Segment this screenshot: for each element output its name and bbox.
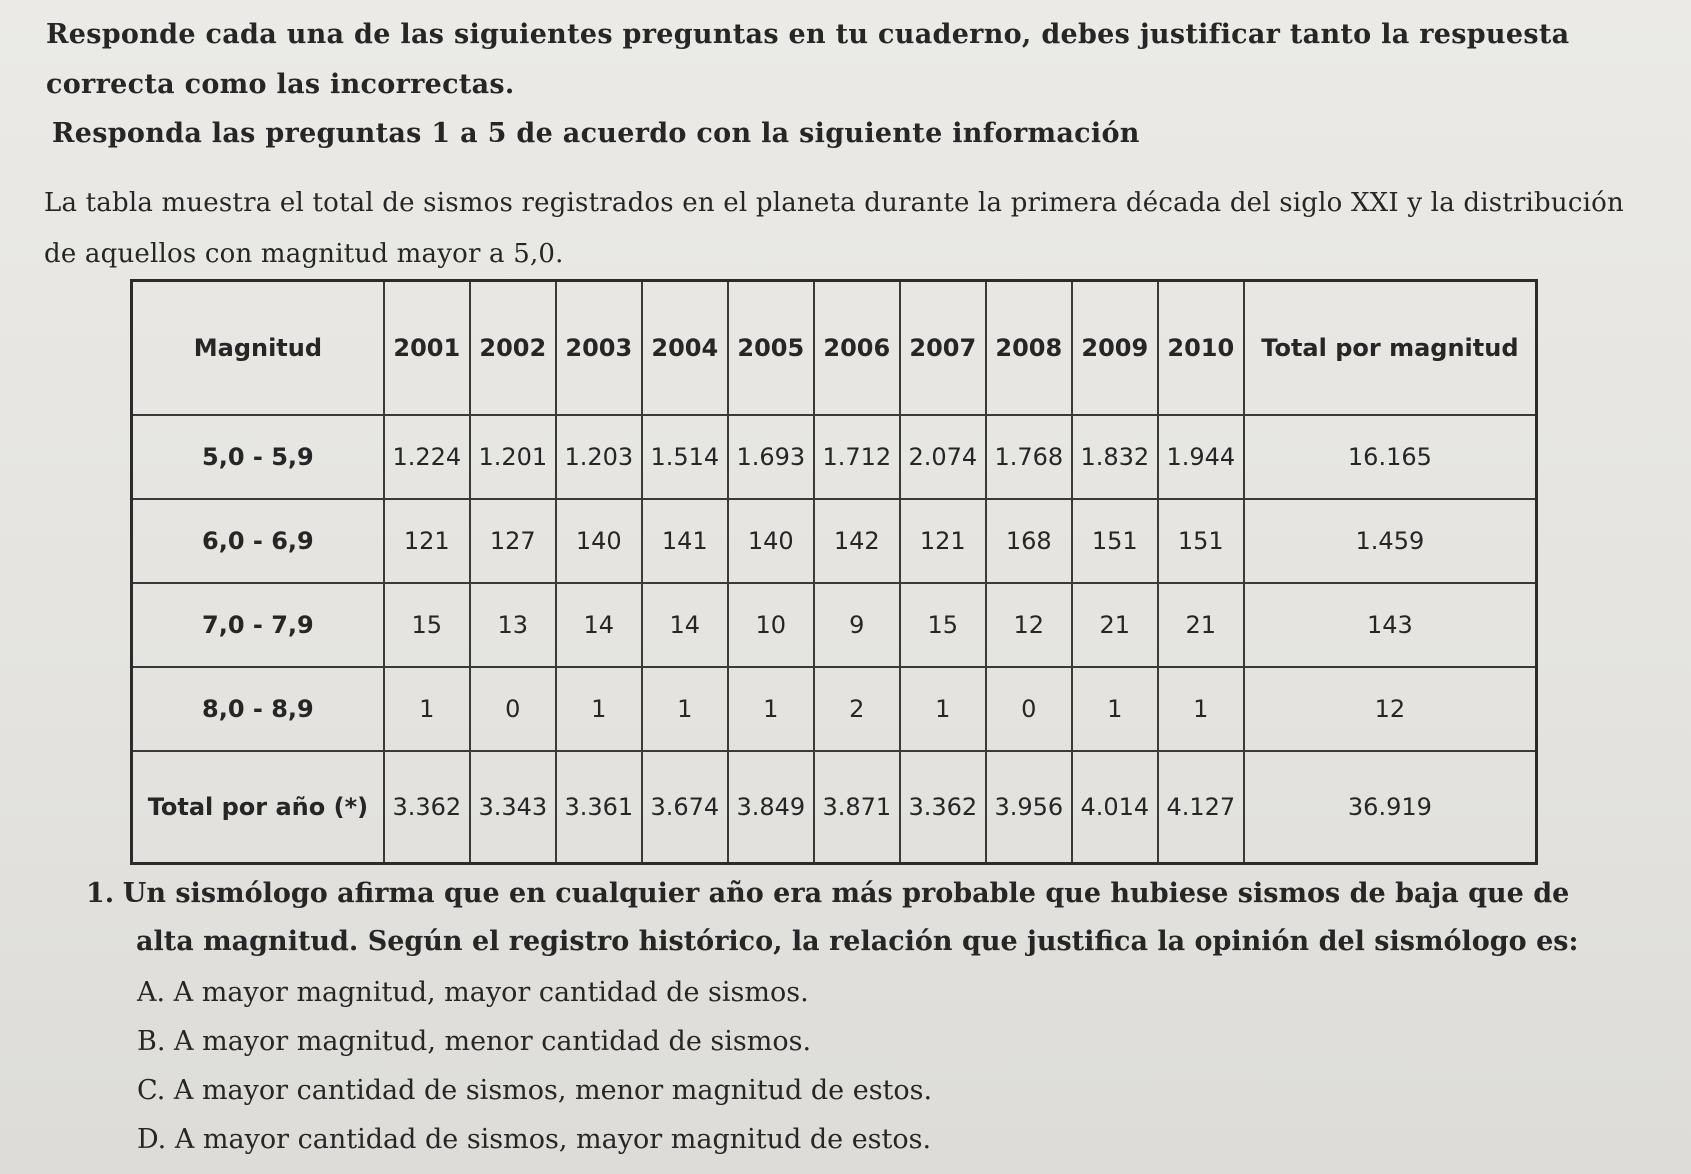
table-row	[132, 415, 1537, 499]
table-cell: 13	[470, 583, 556, 667]
header-2009: 2009	[1072, 281, 1158, 416]
table-cell: 12	[986, 583, 1072, 667]
header-2004: 2004	[642, 281, 728, 416]
table-cell: 1	[556, 667, 642, 751]
table-cell: 151	[1072, 499, 1158, 583]
header-2010: 2010	[1158, 281, 1244, 416]
table-cell: 1	[642, 667, 728, 751]
table-cell: 1.768	[986, 415, 1072, 499]
table-cell: 16.165	[1244, 415, 1537, 499]
table-cell: 1.944	[1158, 415, 1244, 499]
option-b: B. A mayor magnitud, menor cantidad de sismos.	[137, 1026, 812, 1057]
table-cell: 1	[728, 667, 814, 751]
table-row	[132, 499, 1537, 583]
table-cell: 9	[814, 583, 900, 667]
table-cell: 36.919	[1244, 751, 1537, 864]
table-cell: 1.459	[1244, 499, 1537, 583]
table-cell: 4.127	[1158, 751, 1244, 864]
answer-options	[137, 968, 932, 1164]
table-cell: 140	[556, 499, 642, 583]
table-cell: 151	[1158, 499, 1244, 583]
header-2002: 2002	[470, 281, 556, 416]
option-a: A. A mayor magnitud, mayor cantidad de sismos.	[137, 977, 809, 1008]
earthquake-table	[130, 279, 1538, 865]
table-cell: 1.693	[728, 415, 814, 499]
table-cell: 142	[814, 499, 900, 583]
question-line-2: alta magnitud. Según el registro histórico, la relación que justifica la opinión del sismólogo es:	[136, 926, 1579, 957]
table-cell: 3.361	[556, 751, 642, 864]
table-cell: 1.203	[556, 415, 642, 499]
table-cell: 3.343	[470, 751, 556, 864]
header-2007: 2007	[900, 281, 986, 416]
table-cell: 1	[1072, 667, 1158, 751]
table-row-total	[132, 751, 1537, 864]
header-2001: 2001	[384, 281, 470, 416]
table-cell: 15	[900, 583, 986, 667]
row-label: 5,0 - 5,9	[132, 415, 384, 499]
table-cell: 0	[986, 667, 1072, 751]
table-cell: 3.362	[384, 751, 470, 864]
question-line-1: Un sismólogo afirma que en cualquier año era más probable que hubiese sismos de baja que de	[122, 878, 1570, 909]
header-2005: 2005	[728, 281, 814, 416]
table-cell: 0	[470, 667, 556, 751]
question-number: 1.	[86, 878, 115, 909]
table-row	[132, 667, 1537, 751]
table-cell: 12	[1244, 667, 1537, 751]
table-header-row	[132, 281, 1537, 416]
table-cell: 121	[900, 499, 986, 583]
question-1	[86, 870, 1666, 966]
table-cell: 15	[384, 583, 470, 667]
table-cell: 143	[1244, 583, 1537, 667]
table-cell: 1.201	[470, 415, 556, 499]
intro-paragraph: La tabla muestra el total de sismos registrados en el planeta durante la primera década del siglo XXI y la distribución de aquellos con magnitud mayor a 5,0.	[44, 188, 1624, 269]
table-cell: 3.362	[900, 751, 986, 864]
row-label-total: Total por año (*)	[132, 751, 384, 864]
table-cell: 10	[728, 583, 814, 667]
table-cell: 140	[728, 499, 814, 583]
table-cell: 2.074	[900, 415, 986, 499]
header-total-por-magnitud: Total por magnitud	[1244, 281, 1537, 416]
section-title: Responda las preguntas 1 a 5 de acuerdo con la siguiente información	[52, 118, 1140, 149]
table-cell: 121	[384, 499, 470, 583]
row-label: 8,0 - 8,9	[132, 667, 384, 751]
table-cell: 168	[986, 499, 1072, 583]
table-cell: 3.871	[814, 751, 900, 864]
table-cell: 4.014	[1072, 751, 1158, 864]
table-cell: 127	[470, 499, 556, 583]
table-cell: 1.224	[384, 415, 470, 499]
table-cell: 3.956	[986, 751, 1072, 864]
table-cell: 21	[1158, 583, 1244, 667]
header-2003: 2003	[556, 281, 642, 416]
table-cell: 1.712	[814, 415, 900, 499]
instructions-text: Responde cada una de las siguientes preguntas en tu cuaderno, debes justificar tanto la respuesta correcta como las incorrectas.	[46, 19, 1570, 100]
option-d: D. A mayor cantidad de sismos, mayor magnitud de estos.	[137, 1124, 932, 1155]
header-2006: 2006	[814, 281, 900, 416]
table-cell: 1.514	[642, 415, 728, 499]
table-cell: 2	[814, 667, 900, 751]
row-label: 6,0 - 6,9	[132, 499, 384, 583]
table-cell: 14	[556, 583, 642, 667]
table-cell: 1	[900, 667, 986, 751]
row-label: 7,0 - 7,9	[132, 583, 384, 667]
table-cell: 1	[1158, 667, 1244, 751]
option-c: C. A mayor cantidad de sismos, menor magnitud de estos.	[137, 1075, 933, 1106]
table-cell: 3.849	[728, 751, 814, 864]
header-magnitud: Magnitud	[132, 281, 384, 416]
table-cell: 1	[384, 667, 470, 751]
table-row	[132, 583, 1537, 667]
table-cell: 21	[1072, 583, 1158, 667]
header-2008: 2008	[986, 281, 1072, 416]
table-cell: 1.832	[1072, 415, 1158, 499]
table-cell: 3.674	[642, 751, 728, 864]
table-cell: 14	[642, 583, 728, 667]
table-cell: 141	[642, 499, 728, 583]
